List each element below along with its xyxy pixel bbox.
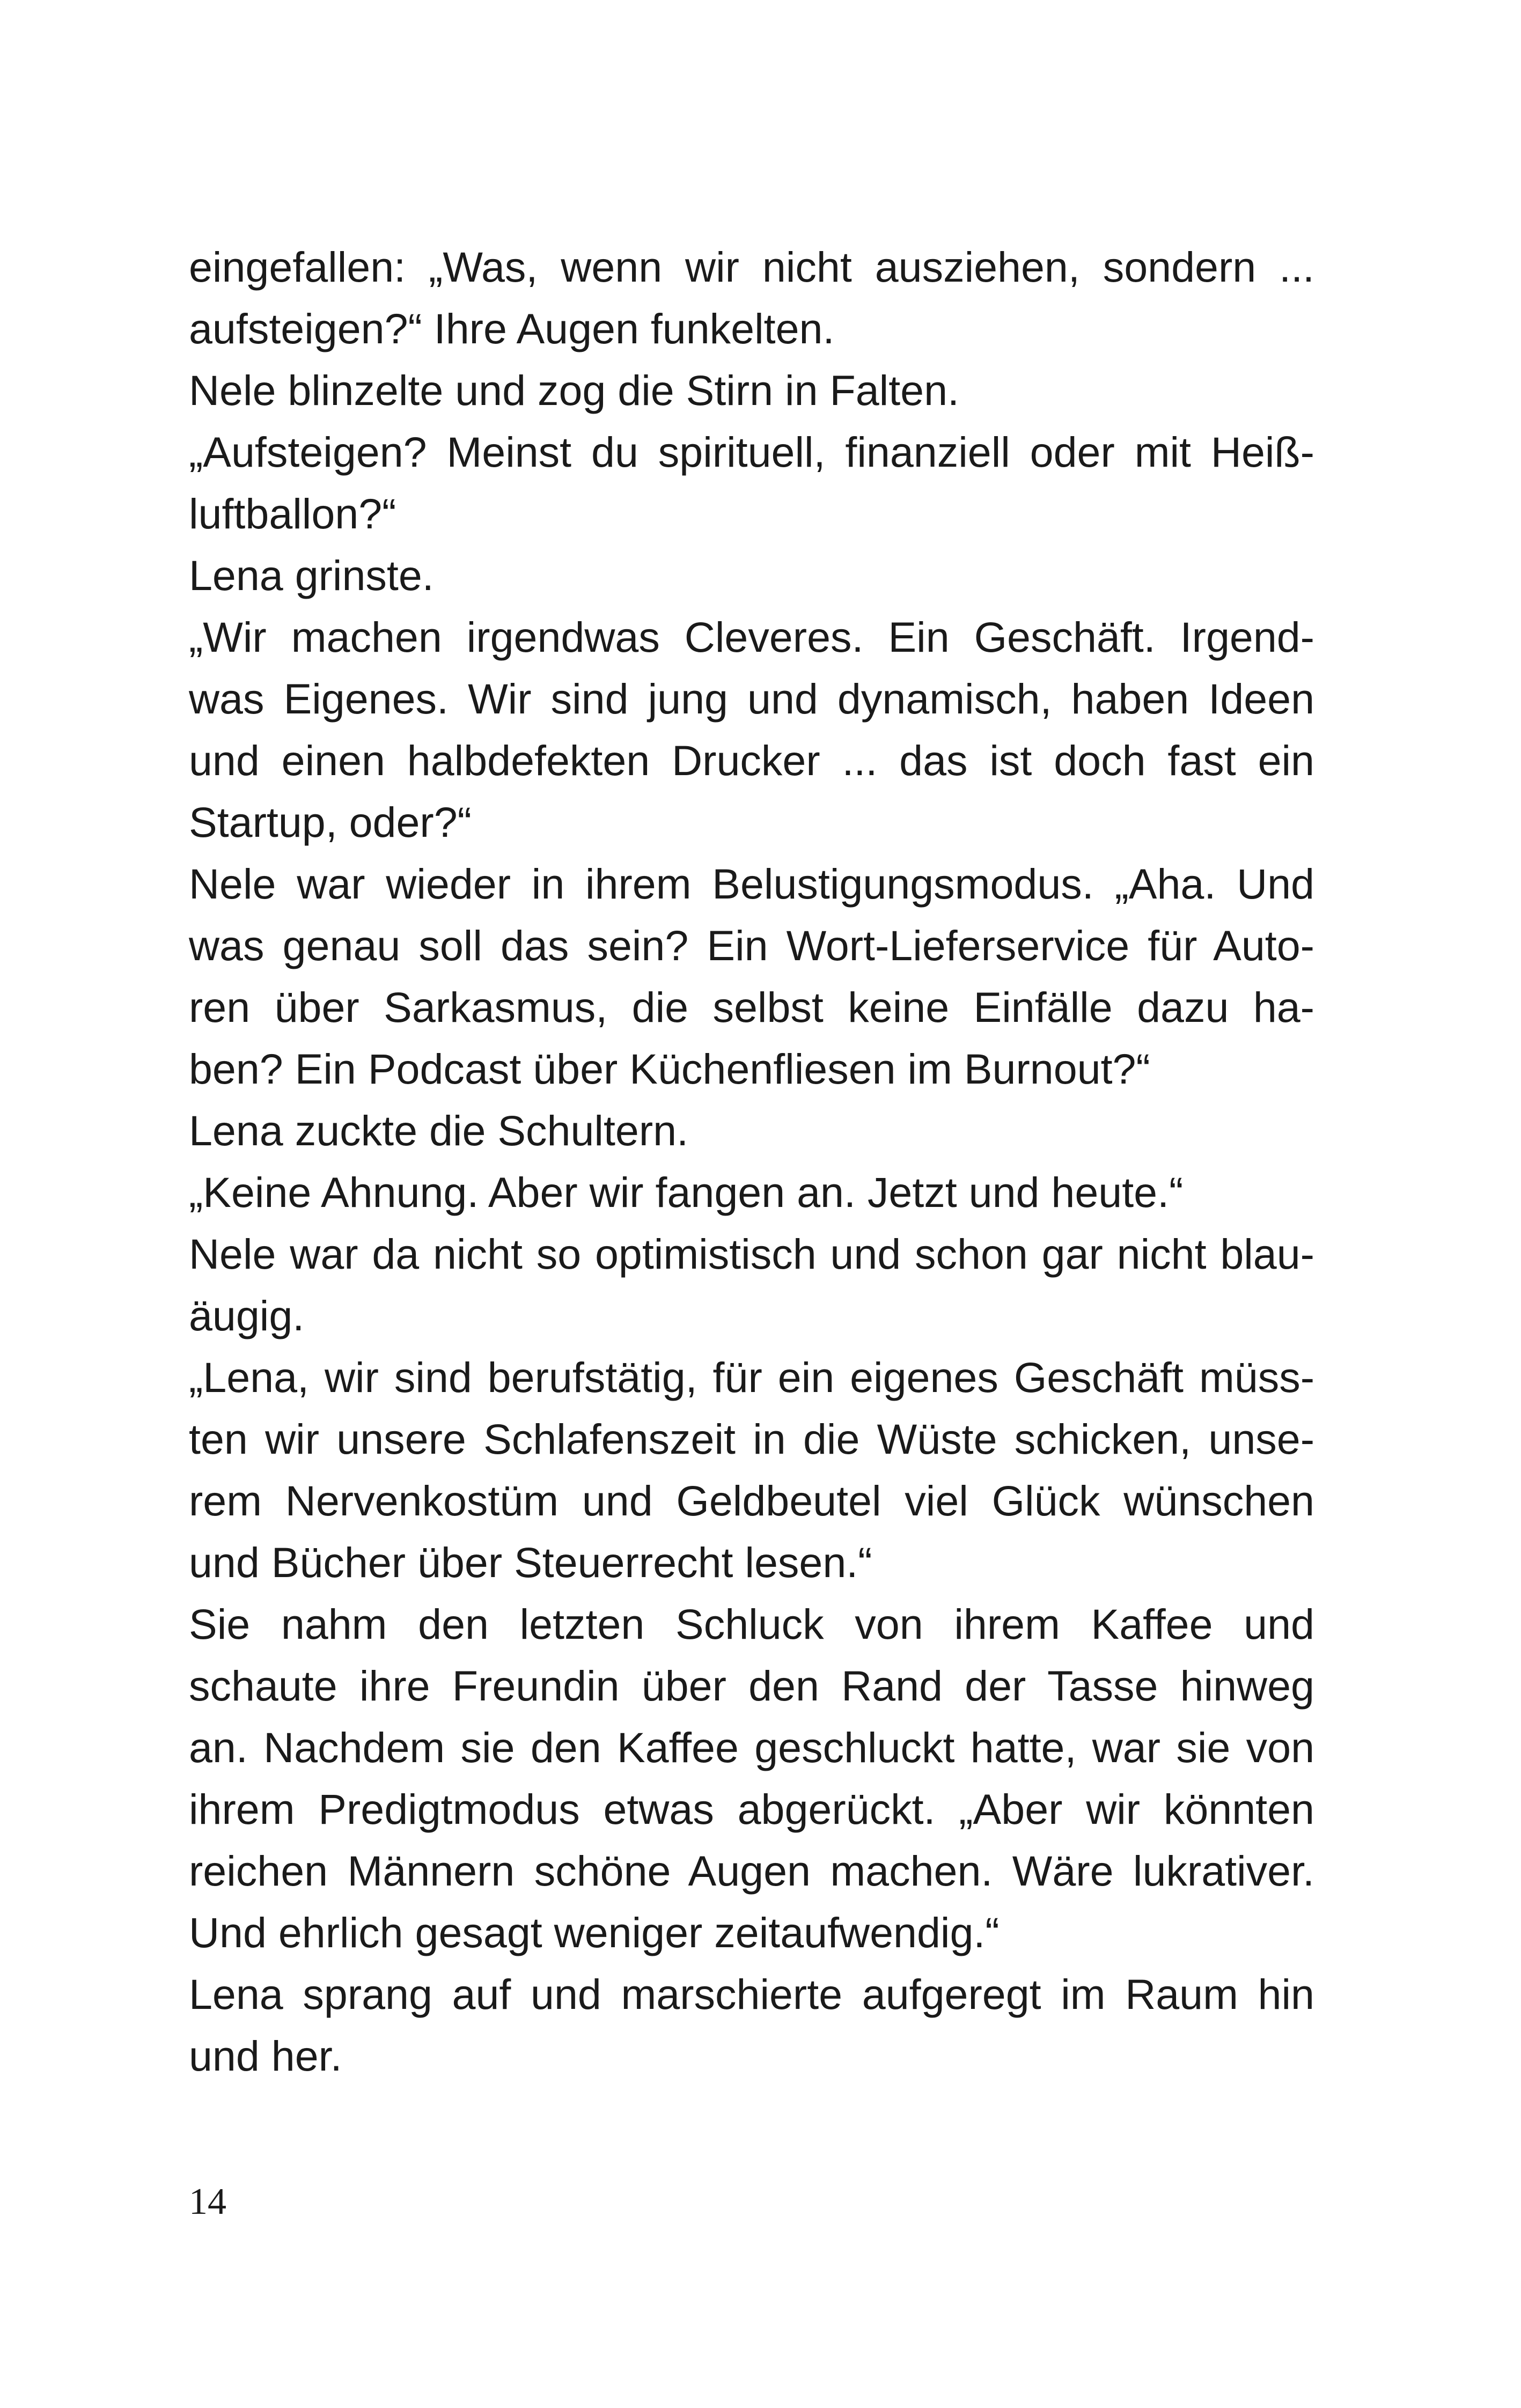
text-line: Lena sprang auf und marschierte aufgeregt im Raum hin xyxy=(189,1970,1314,2018)
text-line: reichen Männern schöne Augen machen. Wäre lukrativer. xyxy=(189,1847,1314,1895)
text-line: „Keine Ahnung. Aber wir fangen an. Jetzt und heute.“ xyxy=(189,1168,1184,1216)
text-line: was Eigenes. Wir sind jung und dynamisch, haben Ideen xyxy=(189,675,1314,723)
text-line: eingefallen: „Was, wenn wir nicht ausziehen, sondern ... xyxy=(189,243,1314,291)
text-line: „Wir machen irgendwas Cleveres. Ein Geschäft. Irgend- xyxy=(189,613,1314,661)
text-line: ben? Ein Podcast über Küchenfliesen im Burnout?“ xyxy=(189,1045,1150,1093)
text-line: und einen halbdefekten Drucker ... das ist doch fast ein xyxy=(189,737,1314,784)
text-line: rem Nervenkostüm und Geldbeutel viel Glück wünschen xyxy=(189,1477,1314,1525)
text-line: Nele blinzelte und zog die Stirn in Falten. xyxy=(189,366,960,414)
text-line: ten wir unsere Schlafenszeit in die Wüste schicken, unse- xyxy=(189,1415,1314,1463)
text-line: Sie nahm den letzten Schluck von ihrem Kaffee und xyxy=(189,1600,1314,1648)
text-line: Startup, oder?“ xyxy=(189,798,472,846)
text-line: ren über Sarkasmus, die selbst keine Einfälle dazu ha- xyxy=(189,983,1314,1031)
text-line: äugig. xyxy=(189,1292,305,1339)
text-line: und her. xyxy=(189,2032,342,2080)
text-line: aufsteigen?“ Ihre Augen funkelten. xyxy=(189,305,835,352)
text-line: an. Nachdem sie den Kaffee geschluckt hatte, war sie von xyxy=(189,1724,1314,1771)
text-line: und Bücher über Steuerrecht lesen.“ xyxy=(189,1538,872,1586)
text-line: Nele war wieder in ihrem Belustigungsmodus. „Aha. Und xyxy=(189,860,1314,908)
text-line: ihrem Predigtmodus etwas abgerückt. „Aber wir könnten xyxy=(189,1785,1314,1833)
text-line: schaute ihre Freundin über den Rand der Tasse hinweg xyxy=(189,1662,1314,1710)
text-line: „Aufsteigen? Meinst du spirituell, finanziell oder mit Heiß- xyxy=(189,428,1314,476)
text-line: Nele war da nicht so optimistisch und schon gar nicht blau- xyxy=(189,1230,1314,1278)
text-line: was genau soll das sein? Ein Wort-Lieferservice für Auto- xyxy=(189,922,1314,969)
text-line: Lena grinste. xyxy=(189,551,434,599)
page-number: 14 xyxy=(189,2181,226,2222)
text-line: Und ehrlich gesagt weniger zeitaufwendig.“ xyxy=(189,1909,1000,1956)
text-line: Lena zuckte die Schultern. xyxy=(189,1107,689,1154)
text-line: „Lena, wir sind berufstätig, für ein eigenes Geschäft müss- xyxy=(189,1353,1314,1401)
body-text xyxy=(189,236,1314,2087)
text-line: luftballon?“ xyxy=(189,490,396,537)
